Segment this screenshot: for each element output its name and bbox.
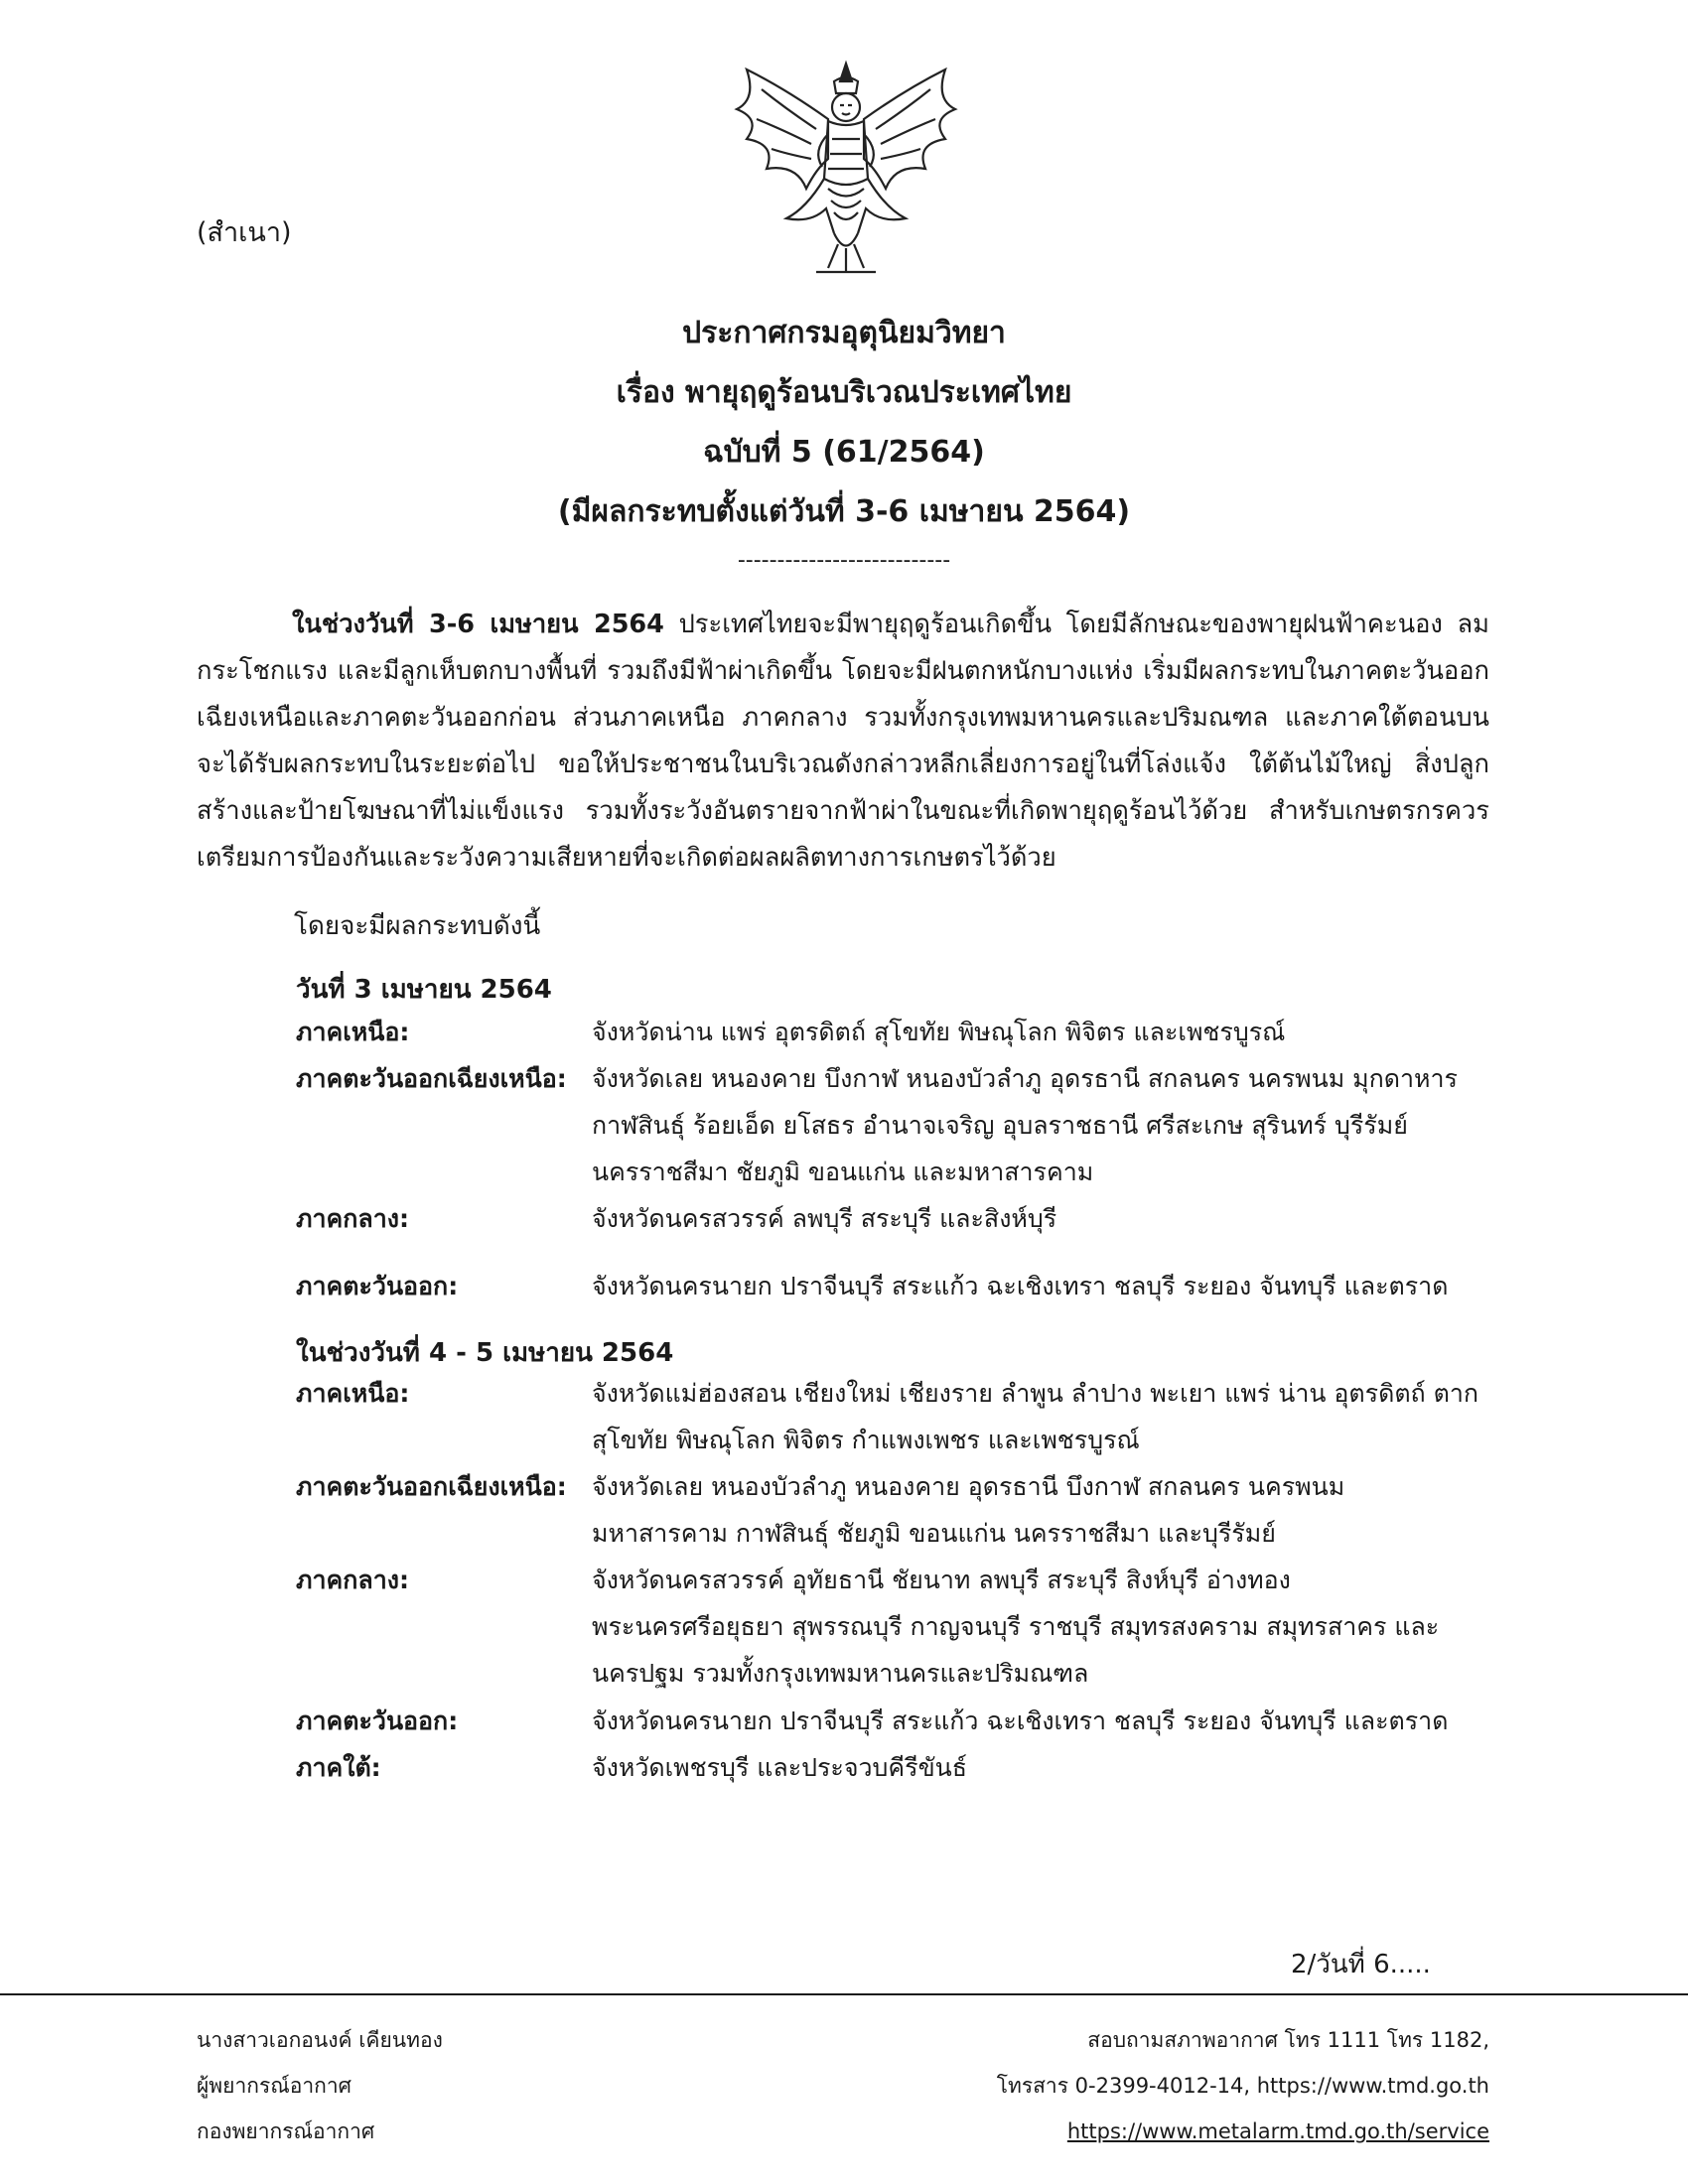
footer-divider <box>0 1993 1688 1995</box>
region-label: ภาคใต้: <box>296 1753 381 1782</box>
announcement-subject: เรื่อง พายุฤดูร้อนบริเวณประเทศไทย <box>616 375 1072 410</box>
contact-fax-website: โทรสาร 0-2399-4012-14, https://www.tmd.go.th <box>996 2074 1489 2098</box>
announcement-title: ประกาศกรมอุตุนิยมวิทยา <box>682 316 1006 350</box>
region-provinces: จังหวัดเลย หนองบัวลำภู หนองคาย อุดรธานี บึงกาฬ สกลนคร นครพนม มหาสารคาม กาฬสินธุ์ ชัยภูมิ ขอนแก่น นครราชสีมา และบุรีรัมย์ <box>592 1472 1345 1548</box>
region-label: ภาคกลาง: <box>296 1204 409 1233</box>
region-provinces: จังหวัดนครนายก ปราจีนบุรี สระแก้ว ฉะเชิงเทรา ชลบุรี ระยอง จันทบุรี และตราด <box>592 1706 1449 1735</box>
region-label: ภาคตะวันออก: <box>296 1706 459 1735</box>
region-label: ภาคเหนือ: <box>296 1379 410 1408</box>
next-page-note: 2/วันที่ 6..... <box>1291 1950 1431 1979</box>
region-provinces: จังหวัดแม่ฮ่องสอน เชียงใหม่ เชียงราย ลำพูน ลำปาง พะเยา แพร่ น่าน อุตรดิตถ์ ตาก สุโขทัย พิษณุโลก พิจิตร กำแพงเพชร และเพชรบูรณ์ <box>592 1379 1479 1454</box>
forecaster-title: ผู้พยากรณ์อากาศ <box>197 2074 352 2098</box>
region-row <box>296 1055 1507 1195</box>
impact-intro: โดยจะมีผลกระทบดังนี้ <box>294 911 541 941</box>
garuda-emblem-icon <box>717 60 975 278</box>
announcement-issue: ฉบับที่ 5 (61/2564) <box>703 435 985 470</box>
region-row <box>296 1195 1507 1242</box>
region-row <box>296 1370 1507 1463</box>
section-heading: วันที่ 3 เมษายน 2564 <box>296 975 552 1005</box>
footer-signatory <box>197 2017 443 2154</box>
announcement-effective-date: (มีผลกระทบตั้งแต่วันที่ 3-6 เมษายน 2564) <box>557 494 1131 529</box>
body-paragraph <box>197 602 1489 882</box>
region-label: ภาคตะวันออก: <box>296 1272 459 1300</box>
region-provinces: จังหวัดน่าน แพร่ อุตรดิตถ์ สุโขทัย พิษณุโลก พิจิตร และเพชรบูรณ์ <box>592 1018 1286 1046</box>
region-row <box>296 1557 1507 1697</box>
region-label: ภาคเหนือ: <box>296 1018 410 1046</box>
region-row <box>296 1009 1507 1055</box>
region-provinces: จังหวัดเลย หนองคาย บึงกาฬ หนองบัวลำภู อุดรธานี สกลนคร นครพนม มุกดาหาร กาฬสินธุ์ ร้อยเอ็ด ยโสธร อำนาจเจริญ อุบลราชธานี ศรีสะเกษ สุรินทร์ บุรีรัมย์ นครราชสีมา ชัยภูมิ ขอนแก่น และมหาสารคาม <box>592 1064 1458 1186</box>
region-row <box>296 1698 1507 1744</box>
forecaster-name: นางสาวเอกอนงค์ เคียนทอง <box>197 2028 443 2052</box>
body-text: ประเทศไทยจะมีพายุฤดูร้อนเกิดขึ้น โดยมีลักษณะของพายุฝนฟ้าคะนอง ลมกระโชกแรง และมีลูกเห็บตกบางพื้นที่ รวมถึงมีฟ้าผ่าเกิดขึ้น โดยจะมีฝนตกหนักบางแห่ง เริ่มมีผลกระทบในภาคตะวันออกเฉียงเหนือและภาคตะวันออกก่อน ส่วนภาคเหนือ ภาคกลาง รวมทั้งกรุงเทพมหานครและปริมณฑล และภาคใต้ตอนบน จะได้รับผลกระทบในระยะต่อไป ขอให้ประชาชนในบริเวณดังกล่าวหลีกเลี่ยงการอยู่ในที่โล่งแจ้ง ใต้ต้นไม้ใหญ่ สิ่งปลูกสร้างและป้ายโฆษณาที่ไม่แข็งแรง รวมทั้งระวังอันตรายจากฟ้าผ่าในขณะที่เกิดพายุฤดูร้อนไว้ด้วย สำหรับเกษตรกรควรเตรียมการป้องกันและระวังความเสียหายที่จะเกิดต่อผลผลิตทางการเกษตรไว้ด้วย <box>197 610 1489 873</box>
forecaster-division: กองพยากรณ์อากาศ <box>197 2119 375 2143</box>
region-label: ภาคตะวันออกเฉียงเหนือ: <box>296 1472 567 1501</box>
region-provinces: จังหวัดนครนายก ปราจีนบุรี สระแก้ว ฉะเชิงเทรา ชลบุรี ระยอง จันทบุรี และตราด <box>592 1272 1449 1300</box>
body-lead: ในช่วงวันที่ 3-6 เมษายน 2564 <box>292 610 664 639</box>
section-heading: ในช่วงวันที่ 4 - 5 เมษายน 2564 <box>296 1338 674 1368</box>
contact-phone: สอบถามสภาพอากาศ โทร 1111 โทร 1182, <box>1087 2028 1489 2052</box>
region-row <box>296 1263 1507 1309</box>
region-row <box>296 1744 1507 1791</box>
region-provinces: จังหวัดนครสวรรค์ ลพบุรี สระบุรี และสิงห์บุรี <box>592 1204 1057 1233</box>
region-provinces: จังหวัดนครสวรรค์ อุทัยธานี ชัยนาท ลพบุรี สระบุรี สิงห์บุรี อ่างทอง พระนครศรีอยุธยา สุพรรณบุรี กาญจนบุรี ราชบุรี สมุทรสงคราม สมุทรสาคร และนครปฐม รวมทั้งกรุงเทพมหานครและปริมณฑล <box>592 1566 1440 1688</box>
region-label: ภาคกลาง: <box>296 1566 409 1594</box>
copy-label: (สำเนา) <box>197 217 292 248</box>
footer-contact <box>997 2017 1489 2154</box>
metalarm-link[interactable]: https://www.metalarm.tmd.go.th/service <box>1066 2119 1489 2143</box>
divider: --------------------------- <box>737 548 951 573</box>
region-row <box>296 1463 1507 1557</box>
region-provinces: จังหวัดเพชรบุรี และประจวบคีรีขันธ์ <box>592 1753 968 1782</box>
region-label: ภาคตะวันออกเฉียงเหนือ: <box>296 1064 567 1093</box>
